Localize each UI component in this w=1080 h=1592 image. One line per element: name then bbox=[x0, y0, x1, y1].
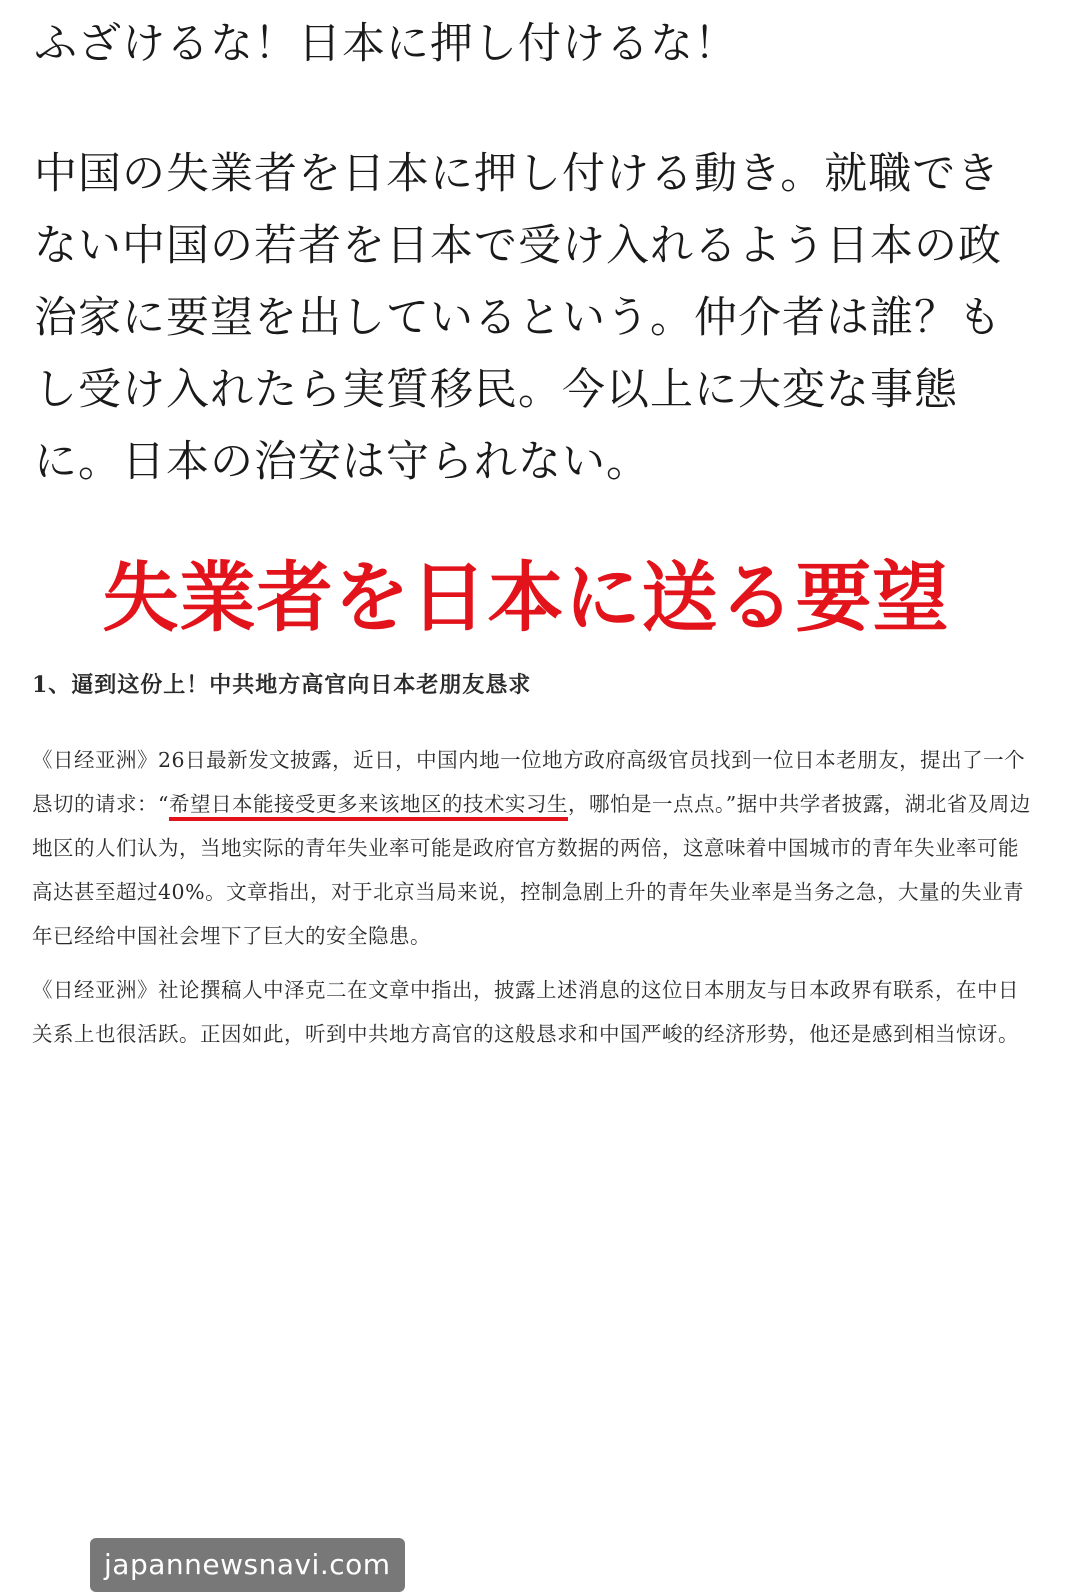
highlighted-quote: 希望日本能接受更多来该地区的技术实习生 bbox=[168, 792, 568, 816]
image-banner-title: 失業者を日本に送る要望 bbox=[102, 553, 950, 642]
article-heading: 1、逼到这份上！中共地方高官向日本老朋友恳求 bbox=[32, 672, 532, 698]
article-screenshot bbox=[32, 670, 1032, 1056]
article-paragraph-1 bbox=[32, 738, 1032, 958]
spacer bbox=[34, 80, 1044, 138]
article-text: 《日经亚洲》26日最新发文披露，近日，中国内地一位地方政府高级官员找到一位日本老朋友，提出了一个恳切的请求：“ bbox=[32, 748, 1026, 816]
embedded-image[interactable] bbox=[28, 540, 1050, 1581]
article-paragraph-2: 《日经亚洲》社论撰稿人中泽克二在文章中指出，披露上述消息的这位日本朋友与日本政界有联系，在中日关系上也很活跃。正因如此，听到中共地方高官的这般恳求和中国严峻的经济形势，他还是感到相当惊讶。 bbox=[32, 978, 1019, 1046]
post-text bbox=[34, 8, 1044, 498]
watermark-label: japannewsnavi.com bbox=[90, 1538, 405, 1592]
article-text: ，哪怕是一点点。”据中共学者披露，湖北省及周边地区的人们认为，当地实际的青年失业率可能是政府官方数据的两倍，这意味着中国城市的青年失业率可能高达甚至超过40%。文章指出，对于北京当局来说，控制急剧上升的青年失业率是当务之急，大量的失业青年已经给中国社会埋下了巨大的安全隐患。 bbox=[32, 792, 1031, 948]
post-body: 中国の失業者を日本に押し付ける動き。就職できない中国の若者を日本で受け入れるよう日本の政治家に要望を出しているという。仲介者は誰？もし受け入れたら実質移民。今以上に大変な事態に。日本の治安は守られない。 bbox=[34, 149, 1002, 487]
post-headline: ふざけるな！日本に押し付けるな！ bbox=[34, 19, 738, 69]
